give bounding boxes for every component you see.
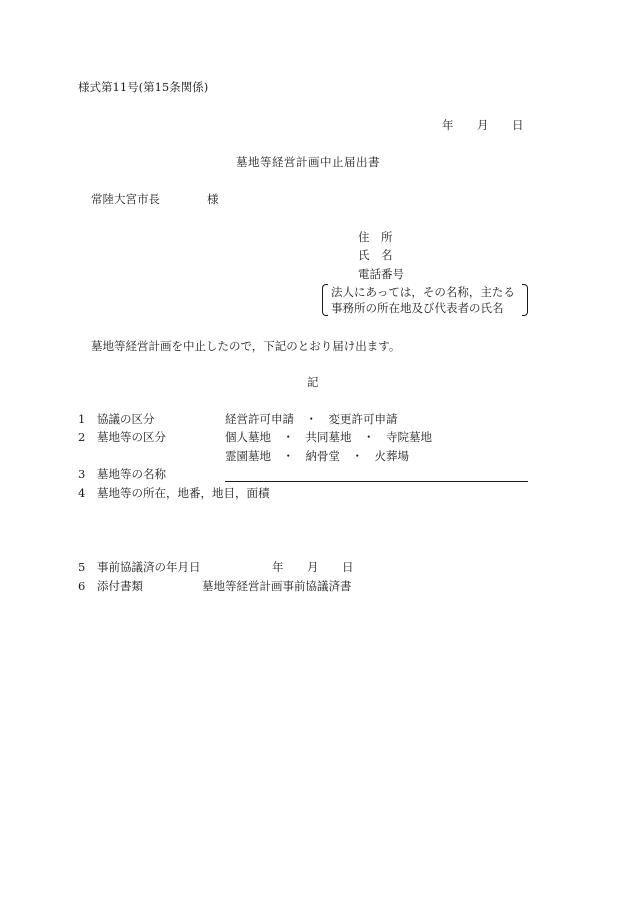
bracket-right: [522, 284, 528, 316]
item-number: 5: [78, 560, 86, 574]
document-title: 墓地等経営計画中止届出書: [236, 155, 380, 169]
item-label: 墓地等の区分: [97, 430, 166, 444]
item5-month: 月: [307, 560, 319, 574]
body-text: 墓地等経営計画を中止したので，下記のとおり届け出ます。: [91, 339, 401, 353]
addressee-honorific: 様: [207, 192, 219, 206]
corporation-note-line1: 法人にあっては，その名称，主たる: [331, 285, 515, 299]
item-value: 墓地等経営計画事前協議済書: [202, 579, 352, 593]
item5-year: 年: [272, 560, 284, 574]
ki-heading: 記: [307, 375, 319, 389]
corporation-note-line2: 事務所の所在地及び代表者の氏名: [331, 301, 504, 315]
item-number: 6: [78, 579, 86, 593]
item-number: 1: [78, 412, 86, 426]
item-label: 添付書類: [97, 579, 143, 593]
item-number: 2: [78, 430, 86, 444]
addressee-name: 常陸大宮市長: [91, 192, 160, 206]
name-fill-line: [225, 481, 528, 482]
item-label: 墓地等の所在，地番，地目，面積: [97, 486, 270, 500]
item-number: 3: [78, 467, 86, 481]
item-value-line1: 個人墓地 ・ 共同墓地 ・ 寺院墓地: [225, 430, 432, 444]
item5-day: 日: [342, 560, 354, 574]
address-label: 住 所: [358, 230, 393, 244]
item-number: 4: [78, 486, 86, 500]
item-label: 事前協議済の年月日: [97, 560, 201, 574]
phone-label: 電話番号: [358, 267, 404, 281]
item-value: 経営許可申請 ・ 変更許可申請: [225, 412, 398, 426]
name-label: 氏 名: [358, 248, 393, 262]
date-day: 日: [512, 118, 524, 132]
date-month: 月: [477, 118, 489, 132]
date-year: 年: [442, 118, 454, 132]
item-label: 墓地等の名称: [97, 467, 166, 481]
item-value-line2: 霊園墓地 ・ 納骨堂 ・ 火葬場: [225, 449, 409, 463]
item-label: 協議の区分: [97, 412, 155, 426]
form-number: 様式第11号(第15条関係): [78, 80, 209, 94]
bracket-left: [322, 284, 328, 316]
